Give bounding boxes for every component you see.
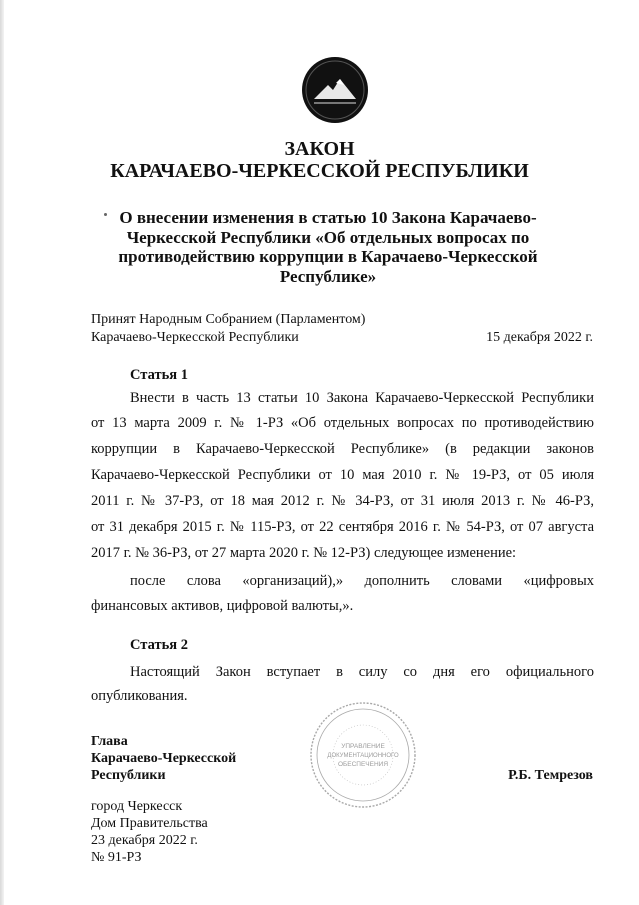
- subject-line: О внесении изменения в статью 10 Закона Карачаево-: [119, 208, 537, 227]
- article-2-line: Настоящий Закон вступает в силу со дня его официального: [130, 664, 594, 680]
- adoption-date: 15 декабря 2022 г.: [486, 330, 593, 345]
- stamp-text: ДОКУМЕНТАЦИОННОГО: [327, 753, 399, 759]
- adoption-body: Принят Народным Собранием (Парламентом): [91, 312, 366, 327]
- stamp-text: ОБЕСПЕЧЕНИЯ: [337, 761, 389, 768]
- official-seal-stamp: [308, 700, 418, 810]
- article-1-line: Внести в часть 13 статьи 10 Закона Карачаево-Черкесской Республики: [130, 390, 594, 406]
- signing-city: город Черкесск: [91, 799, 183, 814]
- article-1-line: 2017 г. № 36-РЗ, от 27 марта 2020 г. № 12-РЗ) следующее изменение:: [91, 545, 517, 561]
- emblem-icon: [300, 55, 370, 125]
- stamp-text: УПРАВЛЕНИЕ: [341, 743, 385, 750]
- article-1-line: 2011 г. № 37-РЗ, от 18 мая 2012 г. № 34-РЗ, от 31 июля 2013 г. № 46-РЗ,: [91, 493, 594, 509]
- amendment-text-cont: финансовых активов, цифровой валюты,».: [91, 598, 354, 614]
- scan-speck: [104, 213, 107, 216]
- scan-edge: [0, 0, 4, 905]
- subject-line: противодействию коррупции в Карачаево-Черкесской: [118, 247, 538, 267]
- signatory-title: Республики: [91, 768, 166, 783]
- article-2-line: опубликования.: [91, 688, 188, 704]
- amendment-text: после слова «организаций),» дополнить словами «цифровых: [130, 573, 594, 589]
- article-1-line: Карачаево-Черкесской Республики от 10 мая 2010 г. № 19-РЗ, от 05 июля: [91, 467, 594, 483]
- article-1-line: от 31 декабря 2015 г. № 115-РЗ, от 22 сентября 2016 г. № 54-РЗ, от 07 августа: [91, 519, 594, 535]
- subject-line: Черкесской Республики «Об отдельных вопросах по: [126, 227, 530, 247]
- signatory-name: Р.Б. Темрезов: [508, 768, 593, 783]
- subject-line: Республике»: [279, 266, 377, 286]
- signatory-title: Глава: [91, 734, 128, 749]
- article-1-heading: Статья 1: [130, 367, 188, 383]
- signing-date: 23 декабря 2022 г.: [91, 833, 198, 848]
- signatory-title: Карачаево-Черкесской: [91, 751, 237, 766]
- article-1-line: от 13 марта 2009 г. № 1-РЗ «Об отдельных вопросах по противодействию: [91, 415, 594, 431]
- document-type: ЗАКОН: [284, 138, 355, 160]
- article-1-line: коррупции в Карачаево-Черкесской Республике» (в редакции законов: [91, 441, 594, 457]
- law-number: № 91-РЗ: [91, 850, 142, 865]
- signing-place: Дом Правительства: [91, 816, 208, 831]
- issuing-republic: КАРАЧАЕВО-ЧЕРКЕССКОЙ РЕСПУБЛИКИ: [110, 160, 529, 182]
- adoption-body-cont: Карачаево-Черкесской Республики: [91, 330, 299, 345]
- law-subject: [108, 208, 548, 286]
- article-2-heading: Статья 2: [130, 637, 188, 653]
